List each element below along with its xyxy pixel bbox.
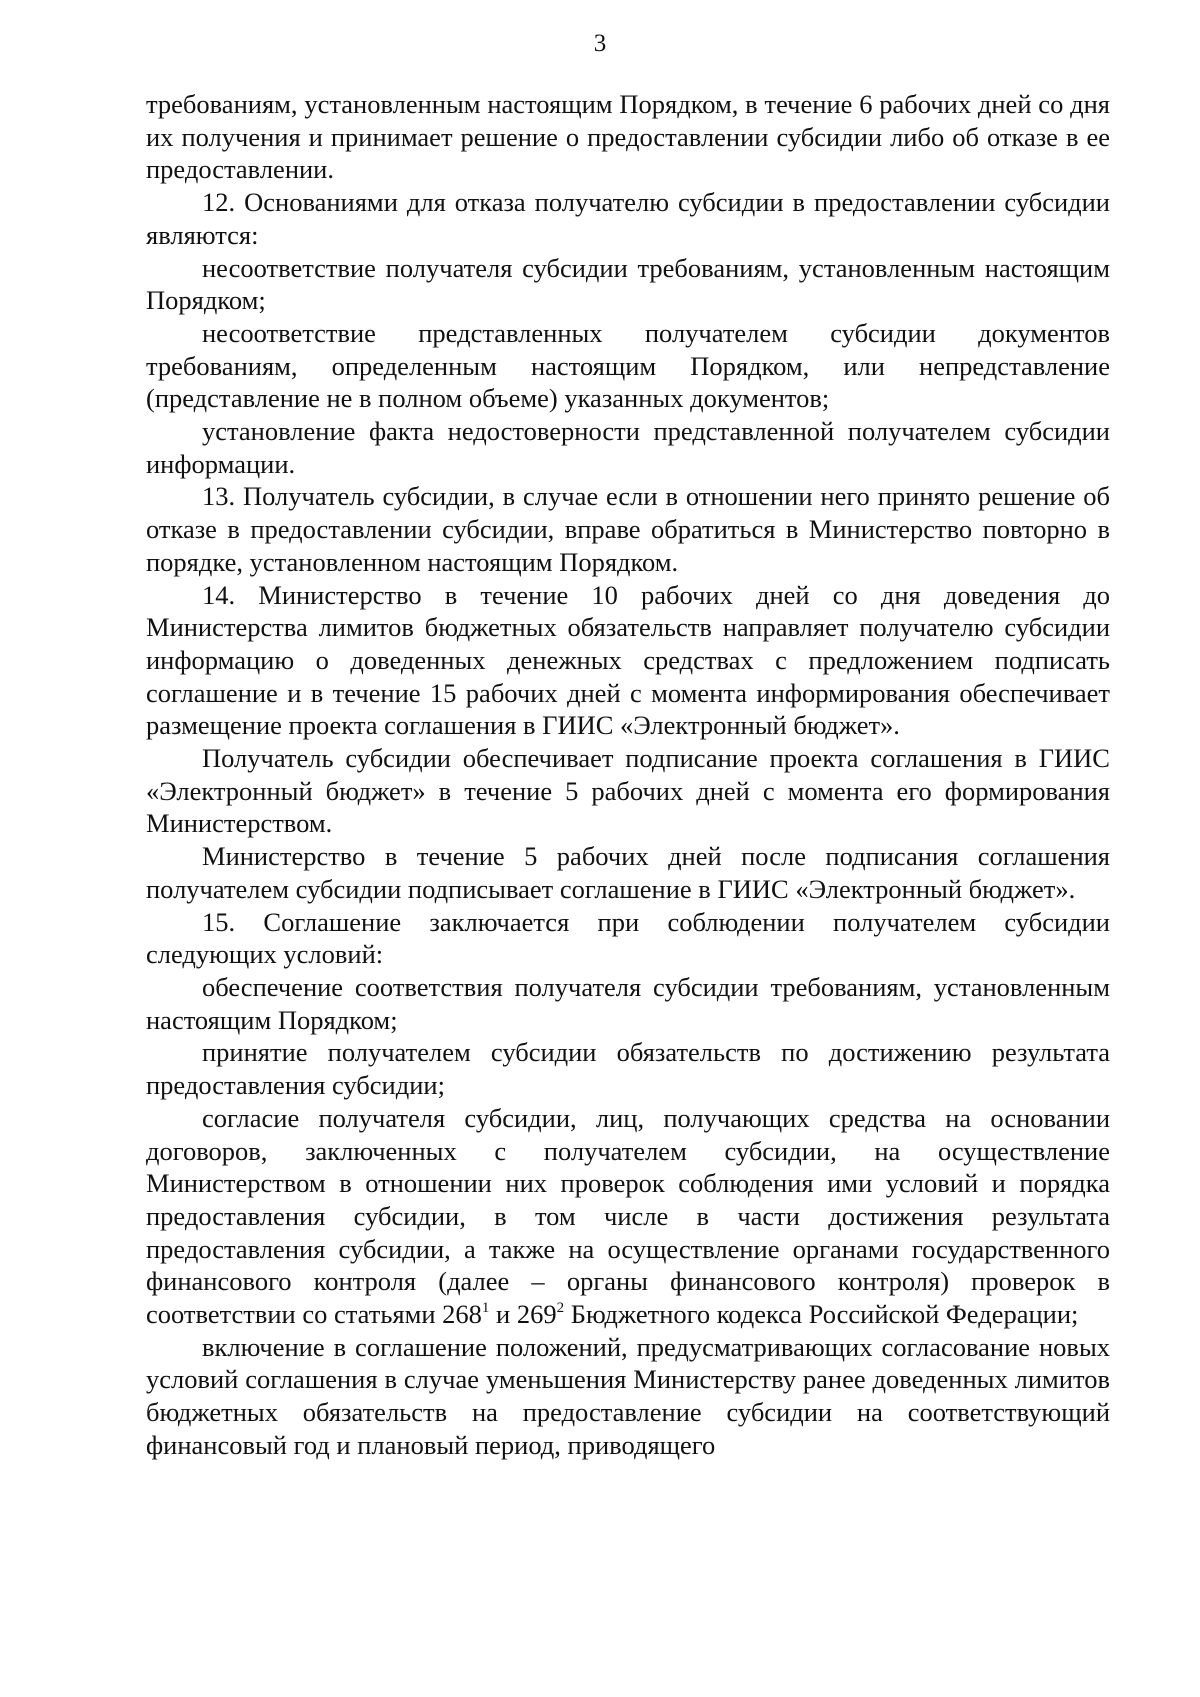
document-body — [146, 88, 1110, 1462]
paragraph-clause-13: 13. Получатель субсидии, в случае если в отношении него принято решение об отказе в предоставлении субсидии, вправе обратиться в Министерство повторно в порядке, установленном настоящим Порядком. — [146, 481, 1110, 577]
footnote-superscript-2: 2 — [556, 1300, 565, 1317]
consent-text-part-3: Бюджетного кодекса Российской Федерации; — [564, 1299, 1079, 1330]
paragraph-ministry-signing: Министерство в течение 5 рабочих дней после подписания соглашения получателем субсидии подписывает соглашение в ГИИС «Электронный бюджет». — [146, 841, 1110, 904]
paragraph-recipient-signing: Получатель субсидии обеспечивает подписание проекта соглашения в ГИИС «Электронный бюджет» в течение 5 рабочих дней с момента его формирования Министерством. — [146, 743, 1110, 839]
paragraph-condition-obligations: принятие получателем субсидии обязательств по достижению результата предоставления субсидии; — [146, 1037, 1110, 1101]
paragraph-condition-compliance: обеспечение соответствия получателя субсидии требованиям, установленным настоящим Порядком; — [146, 971, 1110, 1035]
consent-text-part-1: согласие получателя субсидии, лиц, получающих средства на основании договоров, заключенных с получателем субсидии, на осуществление Министерством в отношении них проверок соблюдения ими условий и порядка предоставления субсидии, в том числе в части достижения результата предоставления субсидии, а также на осуществление органами государственного финансового контроля (далее – органы финансового контроля) проверок в соответствии со статьями 268 — [146, 1102, 1110, 1330]
paragraph-refusal-ground-1: несоответствие получателя субсидии требованиям, установленным настоящим Порядком; — [146, 252, 1110, 316]
paragraph-clause-12: 12. Основаниями для отказа получателю субсидии в предоставлении субсидии являются: — [146, 187, 1110, 250]
paragraph-refusal-ground-3: установление факта недостоверности представленной получателем субсидии информации. — [146, 416, 1110, 479]
paragraph-continuation: требованиям, установленным настоящим Порядком, в течение 6 рабочих дней со дня их получения и принимает решение о предоставлении субсидии либо об отказе в ее предоставлении. — [146, 89, 1110, 185]
consent-text-part-2: и 269 — [489, 1299, 557, 1330]
paragraph-clause-14: 14. Министерство в течение 10 рабочих дней со дня доведения до Министерства лимитов бюджетных обязательств направляет получателю субсидии информацию о доведенных денежных средствах с предложением подписать соглашение и в течение 15 рабочих дней с момента информирования обеспечивает размещение проекта соглашения в ГИИС «Электронный бюджет». — [146, 579, 1110, 741]
paragraph-clause-15: 15. Соглашение заключается при соблюдении получателем субсидии следующих условий: — [146, 906, 1110, 970]
footnote-superscript-1: 1 — [481, 1300, 490, 1317]
page-number: 3 — [593, 30, 607, 57]
paragraph-condition-new-terms: включение в соглашение положений, предусматривающих согласование новых условий соглашения в случае уменьшения Министерству ранее доведенных лимитов бюджетных обязательств на предоставление субсидии на соответствующий финансовый год и плановый период, приводящего — [146, 1331, 1110, 1460]
paragraph-refusal-ground-2: несоответствие представленных получателем субсидии документов требованиям, определенным настоящим Порядком, или непредставление (представление не в полном объеме) указанных документов; — [146, 317, 1110, 414]
paragraph-condition-consent — [146, 1102, 1110, 1331]
